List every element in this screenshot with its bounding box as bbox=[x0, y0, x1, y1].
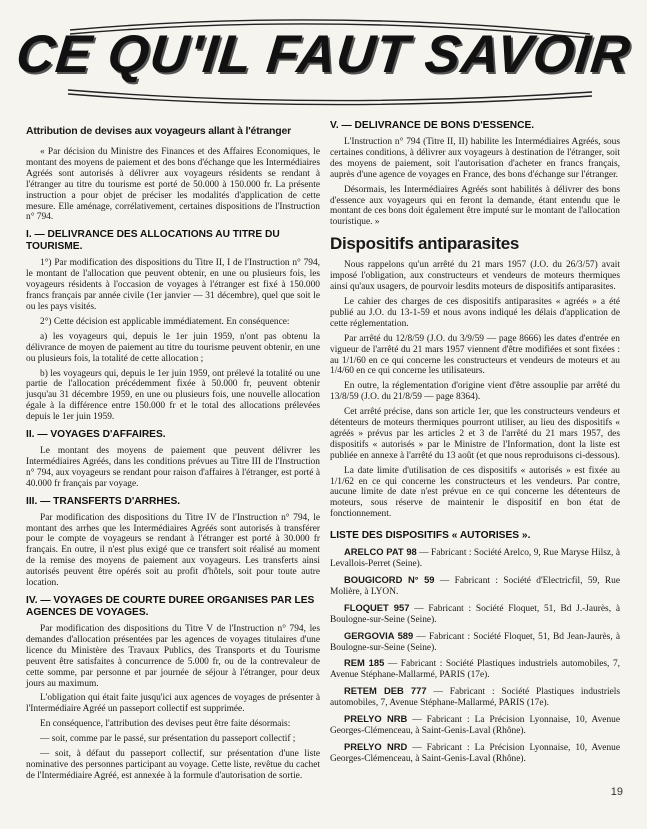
paragraph: — soit, à défaut du passeport collectif, sur présentation d'une liste nominative des personnes participant au voyage. Cette liste, revêtue du cachet de l'Intermédiaire Agréé, est annexée à la formule d'autorisation de sortie. bbox=[26, 749, 320, 781]
paragraph: Par arrêté du 12/8/59 (J.O. du 3/9/59 — page 8666) les dates d'entrée en vigueur de l'arrêté du 21 mars 1957 viennent d'être modifiées et sont fixées : au 1/1/60 en ce qui concerne les constructeurs et vendeurs de moteurs et au 1/4/60 en ce qui concerne les utilisateurs. bbox=[330, 333, 620, 377]
list-item-label: FLOQUET 957 bbox=[344, 601, 410, 613]
left-column bbox=[26, 120, 320, 786]
paragraph: Nous rappelons qu'un arrêté du 21 mars 1957 (J.O. du 26/3/57) avait imposé l'obligation, aux constructeurs et vendeurs de moteurs thermiques ainsi qu'aux usagers, de pourvoir lesdits moteurs de dispositifs antiparasites. bbox=[330, 260, 620, 293]
paragraph: L'obligation qui était faite jusqu'ici aux agences de voyages de présenter à l'Intermédiaire Agréé un passeport collectif est supprimée. bbox=[26, 693, 320, 715]
list-item-text: — Fabricant : Société Floquet, 51, Bd J.-Jaurès, à Boulogne-sur-Seine (Seine). bbox=[330, 603, 620, 625]
paragraph: a) les voyageurs qui, depuis le 1er juin 1959, n'ont pas obtenu la délivrance de moyen de paiement au titre du tourisme peuvent obtenir, en une ou plusieurs fois, la totalité de cette allocation ; bbox=[26, 331, 320, 364]
paragraph: Le montant des moyens de paiement que peuvent délivrer les Intermédiaires Agréés, dans les conditions prévues au Titre III de l'Instruction n° 794, aux voyageurs se rendant pour raison d'affaires à l'étranger, est porté à 40.000 fr français par voyage. bbox=[26, 446, 320, 489]
paragraph: En outre, la réglementation d'origine vient d'être assouplie par arrêté du 13/8/59 (J.O. du 21/8/59 — page 8364). bbox=[330, 381, 620, 403]
masthead bbox=[0, 0, 647, 118]
list-item bbox=[330, 547, 620, 570]
list-item-label: PRELYO NRD bbox=[344, 740, 408, 752]
paragraph: En conséquence, l'attribution des devises peut être faite désormais: bbox=[40, 719, 291, 730]
paragraph: La date limite d'utilisation de ces dispositifs « autorisés » est fixée au 1/1/62 en ce qui concerne les constructeurs et les vendeurs. Par contre, aucune limite de date n'est prévue en ce qui concerne les détenteurs de moteurs, sous réserve de maintenir le dispositif en bon état de fonctionnement. bbox=[330, 465, 620, 520]
article-title-devises: Attribution de devises aux voyageurs allant à l'étranger bbox=[26, 125, 291, 137]
paragraph: Par modification des dispositions du Titre IV de l'Instruction n° 794, le montant des arrhes que les Intermédiaires Agréés sont autorisés à transférer pour le compte de voyageurs se rendant à l'étranger est porté à 30.000 fr français. En outre, il n'est plus exigé que ce transfert soit réalisé au moment de la remise des moyens de paiement aux voyageurs. Les transferts ainsi autorisés peuvent être opérés soit au profit d'hôtels, soit pour toute autre location. bbox=[26, 512, 320, 589]
section-heading-tourisme: I. — DELIVRANCE DES ALLOCATIONS AU TITRE DU TOURISME. bbox=[26, 229, 280, 253]
masthead-title: CE QU'IL FAUT SAVOIR bbox=[13, 25, 634, 84]
list-item bbox=[330, 575, 620, 598]
paragraph: — soit, comme par le passé, sur présentation du passeport collectif ; bbox=[40, 734, 296, 745]
list-item-label: BOUGICORD N° 59 bbox=[344, 574, 435, 585]
list-item-label: PRELYO NRB bbox=[344, 713, 408, 725]
list-item bbox=[330, 631, 620, 654]
article-title-antiparasites: Dispositifs antiparasites bbox=[330, 234, 520, 254]
list-item-text: — Fabricant : Société d'Electricfil, 59, Rue Molière, à LYON. bbox=[330, 576, 620, 597]
paragraph: Cet arrêté précise, dans son article 1er, que les constructeurs vendeurs et détenteurs de moteurs thermiques pourront utiliser, au lieu des dispositifs « agréés » prévus par les articles 2 et 3 de l'arrêté du 21 mars 1957, des dispositifs « autorisés » par le Ministre de l'Information, dont la liste est publiée en annexe à l'arrêté du 13 août (et que nous reproduisons ci-dessous). bbox=[330, 407, 620, 461]
paragraph: 1°) Par modification des dispositions du Titre II, I de l'Instruction n° 794, le montant de l'allocation que peuvent obtenir, en une ou plusieurs fois, les voyageurs résidents à l'occasion de voyages à l'étranger est fixé à 150.000 francs français par année civile (1er janvier — 31 décembre), quel que soit le ou les pays visités. bbox=[26, 258, 320, 312]
list-item-text: — Fabricant : Société Plastiques industriels automobiles, 7, Avenue Stéphane-Mallarmé, PARIS (17e). bbox=[330, 687, 620, 709]
list-heading: LISTE DES DISPOSITIFS « AUTORISES ». bbox=[330, 530, 531, 542]
list-item-text: — Fabricant : Société Arelco, 9, Rue Maryse Hilsz, à Levallois-Perret (Seine). bbox=[330, 548, 620, 570]
list-item bbox=[330, 603, 620, 626]
list-item-label: GERGOVIA 589 bbox=[344, 629, 414, 641]
list-item-label: ARELCO PAT 98 bbox=[344, 546, 417, 558]
paragraph: L'Instruction n° 794 (Titre II, II) habilite les Intermédiaires Agréés, sous certaines conditions, à délivrer aux voyageurs à destination de l'étranger, soit des moyens de paiement, soit l'autorisation d'acheter en francs français, auprès d'une agence de voyages en France, des bons d'échange sur l'étranger. bbox=[330, 137, 620, 180]
paragraph: b) les voyageurs qui, depuis le 1er juin 1959, ont prélevé la totalité ou une partie de l'allocation précédemment fixée à 50.000 fr, peuvent obtenir jusqu'au 31 décembre 1959, en une ou plusieurs fois, une nouvelle allocation égale à la différence entre 150.000 fr et le total des allocations prélevées depuis le 1er juin 1959. bbox=[26, 368, 320, 423]
list-item-label: RETEM DEB 777 bbox=[344, 685, 427, 697]
paragraph: Désormais, les Intermédiaires Agréés sont habilités à délivrer des bons d'essence aux voyageurs qui en feront la demande, étant entendu que le montant de ces bons doit également être imputé sur le montant de l'allocation touristique. » bbox=[330, 184, 620, 228]
list-item-label: REM 185 bbox=[344, 657, 385, 669]
paragraph: Le cahier des charges de ces dispositifs antiparasites « agréés » a été publié au J.O. du 13-1-59 et nous avons indiqué les délais d'application de cette réglementation. bbox=[330, 296, 620, 329]
list-item bbox=[330, 742, 620, 765]
list-item-text: — Fabricant : Société Floquet, 51, Bd Jean-Jaurès, à Boulogne-sur-Seine (Seine). bbox=[330, 631, 620, 653]
page-number: 19 bbox=[610, 786, 623, 798]
right-column bbox=[330, 120, 620, 770]
dispositifs-list bbox=[330, 547, 620, 765]
list-item bbox=[330, 714, 620, 737]
list-item bbox=[330, 686, 620, 709]
paragraph: Par modification des dispositions du Titre V de l'Instruction n° 794, les demandes d'allocation présentées par les agences de voyages titulaires d'une licence du Ministère des Travaux Publics, des Transports et du Tourisme peuvent être satisfaites à concurrence de 5.000 fr, ou de la contrevaleur de cette somme, par personne et par journée de séjour à l'étranger, pour deux jours au maximum. bbox=[26, 624, 320, 689]
list-item-text: — Fabricant : La Précision Lyonnaise, 10, Avenue Georges-Clémenceau, à Saint-Genis-Laval (Rhône). bbox=[330, 715, 620, 736]
section-heading-affaires: II. — VOYAGES D'AFFAIRES. bbox=[26, 429, 166, 441]
list-item bbox=[330, 658, 620, 681]
section-heading-arrhes: III. — TRANSFERTS D'ARRHES. bbox=[26, 495, 181, 507]
list-item-text: — Fabricant : Société Plastiques industriels automobiles, 7, Avenue Stéphane-Mallarmé, PARIS (17e). bbox=[330, 659, 620, 681]
list-item-text: — Fabricant : La Précision Lyonnaise, 10, Avenue Georges-Clémenceau, à Saint-Genis-Laval (Rhône). bbox=[330, 742, 620, 764]
paragraph: 2°) Cette décision est applicable immédiatement. En conséquence: bbox=[40, 316, 290, 327]
section-heading-courte-duree: IV. — VOYAGES DE COURTE DUREE ORGANISES PAR LES AGENCES DE VOYAGES. bbox=[26, 595, 315, 618]
intro-paragraph: « Par décision du Ministre des Finances et des Affaires Economiques, le montant des moyens de paiement et des bons d'échange que les Intermédiaires Agréés sont autorisés à délivrer aux voyageurs résidents se rendant à l'étranger au titre du tourisme est porté de 50.000 à 150.000 fr. La présente instruction a pour objet de préciser les modalités d'application de cette mesure. Elle aménage, corrélativement, certaines dispositions de l'Instruction n° 794. bbox=[26, 147, 320, 223]
section-heading-bons-essence: V. — DELIVRANCE DE BONS D'ESSENCE. bbox=[330, 120, 535, 131]
